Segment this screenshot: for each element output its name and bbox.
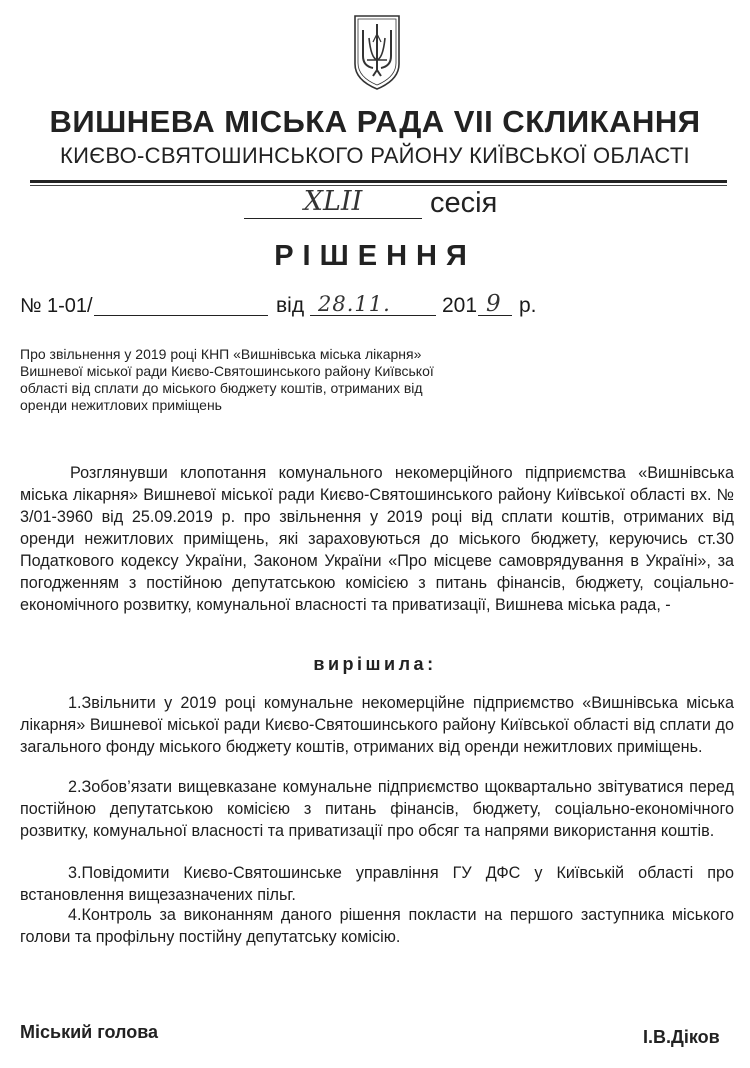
resolution-item: 2.Зобов’язати вищевказане комунальне підприємство щоквартально звітуватися перед постійною депутатською комісією з питань фінансів, бюджету, соціально-економічного розвитку, комунальної власності та приватизації про обсяг та напрями використання коштів. xyxy=(20,778,734,840)
registration-number-line xyxy=(94,315,268,316)
signatory-title: Міський голова xyxy=(20,1022,159,1042)
council-subtitle: КИЄВО-СВЯТОШИНСЬКОГО РАЙОНУ КИЇВСЬКОЇ ОБЛАСТІ xyxy=(60,143,690,168)
date-prefix: від xyxy=(276,294,305,317)
year-digit: 9 xyxy=(486,291,501,317)
signatory-name: І.В.Діков xyxy=(643,1027,720,1047)
date-value: 28.11. xyxy=(318,292,391,316)
resolution-item: 4.Контроль за виконанням даного рішення покласти на першого заступника міського голови та профільну постійну депутатську комісію. xyxy=(20,906,734,946)
header-divider-thick xyxy=(30,180,727,183)
resolution-item: 1.Звільнити у 2019 році комунальне некомерційне підприємство «Вишнівська міська лікарня» Вишневої міської ради Києво-Святошинського району Київської області від сплати до загального фонду міського бюджету коштів, отриманих від оренди нежитлових приміщень. xyxy=(20,694,734,756)
registration-number-prefix: № 1-01/ xyxy=(20,295,93,317)
coat-of-arms-icon xyxy=(349,12,405,92)
preamble-paragraph: Розглянувши клопотання комунального некомерційного підприємства «Вишнівська міська лікарня» Вишневої міської ради Києво-Святошинського району Київської області вх. № 3/01-3960 від 25.09.2019 р. про звільнення у 2019 році від сплати коштів, отриманих від оренди нежитлових приміщень, які зараховуються до міського бюджету, керуючись ст.30 Податкового кодексу України, Законом України «Про місцеве самоврядування в Україні», за погодженням з постійною депутатською комісією з питань фінансів, бюджету, соціально-економічного розвитку, комунальної власності та приватизації, Вишнева міська рада, - xyxy=(20,464,734,614)
resolution-item: 3.Повідомити Києво-Святошинське управління ГУ ДФС у Київській області про встановлення вищезазначених пільг. xyxy=(20,864,734,904)
year-suffix: р. xyxy=(519,294,537,317)
resolved-heading: вирішила: xyxy=(313,654,437,674)
decision-title: РІШЕННЯ xyxy=(274,240,476,272)
council-title: ВИШНЕВА МІСЬКА РАДА VII СКЛИКАННЯ xyxy=(49,104,701,139)
session-number: XLII xyxy=(303,186,363,217)
session-label: сесія xyxy=(430,187,498,219)
year-prefix: 201 xyxy=(442,294,478,317)
decision-subject: Про звільнення у 2019 році КНП «Вишнівська міська лікарня» Вишневої міської ради Києво-Святошинського району Київської області від сплати до міського бюджету коштів, отриманих від оренди нежитлових приміщень xyxy=(20,346,434,413)
